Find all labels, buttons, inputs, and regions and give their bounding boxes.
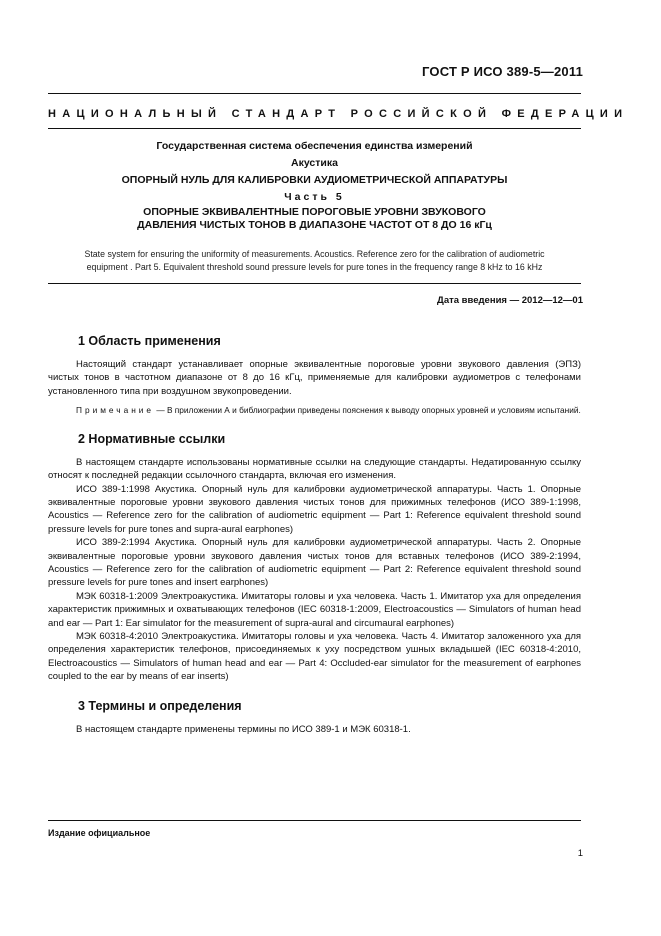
header-divider <box>48 93 581 94</box>
introduction-date: Дата введения — 2012—12—01 <box>437 295 583 306</box>
title-part: Часть 5 <box>284 191 345 203</box>
note-label: Примечание <box>76 405 155 416</box>
section-2-intro: В настоящем стандарте использованы нормативные ссылки на следующие стандарты. Недатированную ссылку относят к последней редакции ссылочного стандарта, включая его изменения. <box>48 456 581 482</box>
section-1-paragraph: Настоящий стандарт устанавливает опорные эквивалентные пороговые уровни звукового давления (ЭПЗ) чистых тонов в частотном диапазоне от 8 до 16 кГц, применяемые для калибровки аудиометров с телефонами установленного типа при воздушном звукопроведении. <box>48 359 581 397</box>
title-main: ОПОРНЫЙ НУЛЬ ДЛЯ КАЛИБРОВКИ АУДИОМЕТРИЧЕСКОЙ АППАРАТУРЫ <box>121 174 508 186</box>
reference-iec-60318-1: МЭК 60318-1:2009 Электроакустика. Имитаторы головы и уха человека. Часть 1. Имитатор уха для определения характеристик прижимных и охватывающих телефонов (IEC 60318-1:2009, Electroacoustics — Simulators of human head and ear — Part 1: Ear simulator for the measurement of supra-aural and circumaural earphones) <box>48 590 581 629</box>
note-text: — В приложении А и библиографии приведены пояснения к выводу опорных уровней и условиям испытаний. <box>154 405 581 416</box>
title-subject: Акустика <box>291 157 338 169</box>
title-divider <box>48 128 581 129</box>
page-number: 1 <box>577 848 583 859</box>
title-subtitle-line2: ДАВЛЕНИЯ ЧИСТЫХ ТОНОВ В ДИАПАЗОНЕ ЧАСТОТ ОТ 8 ДО 16 кГц <box>137 219 492 231</box>
document-body <box>48 332 581 736</box>
national-standard-heading: НАЦИОНАЛЬНЫЙ СТАНДАРТ РОССИЙСКОЙ ФЕДЕРАЦИИ <box>48 108 629 120</box>
reference-iec-60318-4: МЭК 60318-4:2010 Электроакустика. Имитаторы головы и уха человека. Часть 4. Имитатор заложенного уха для определения характеристик телефонов, присоединяемых к уху посредством ушных вкладышей (IEC 60318-4:2010, Electroacoustics — Simulators of human head and ear — Part 4: Occluded-ear simulator for the measurement of earphones coupled to the ear by means of ear inserts) <box>48 631 581 683</box>
title-system: Государственная система обеспечения единства измерений <box>156 140 473 152</box>
english-title-line1: State system for ensuring the uniformity of measurements. Acoustics. Reference zero for the calibration of audiometric <box>84 249 545 259</box>
section-3-heading: 3 Термины и определения <box>78 698 242 713</box>
document-code: ГОСТ Р ИСО 389-5—2011 <box>422 64 583 79</box>
section-1-note <box>48 404 581 417</box>
english-title-divider <box>48 283 581 284</box>
reference-iso-389-1: ИСО 389-1:1998 Акустика. Опорный нуль для калибровки аудиометрической аппаратуры. Часть 1. Опорные эквивалентные пороговые уровни звукового давления чистых тонов для прижимных телефонов (ИСО 389-1:1998, Acoustics — Reference zero for the calibration of audiometric equipment — Part 1: Reference equivalent threshold sound pressure levels for pure tones and supra-aural earphones) <box>48 483 581 535</box>
reference-iso-389-2: ИСО 389-2:1994 Акустика. Опорный нуль для калибровки аудиометрической аппаратуры. Часть 2. Опорные эквивалентные пороговые уровни звукового давления чистых тонов для вставных телефонов (ИСО 389-2:1994, Acoustics — Reference zero for the calibration of audiometric equipment — Part 2: Reference equivalent threshold sound pressure levels for pure tones and insert earphones) <box>48 537 581 589</box>
english-title-line2: equipment . Part 5. Equivalent threshold sound pressure levels for pure tones in the frequency range 8 kHz to 16 kHz <box>86 262 543 272</box>
title-subtitle-line1: ОПОРНЫЕ ЭКВИВАЛЕНТНЫЕ ПОРОГОВЫЕ УРОВНИ ЗВУКОВОГО <box>143 206 486 218</box>
section-3-paragraph: В настоящем стандарте применены термины по ИСО 389-1 и МЭК 60318-1. <box>76 723 411 735</box>
section-2-heading: 2 Нормативные ссылки <box>78 431 226 446</box>
title-block <box>48 138 581 232</box>
official-edition-label: Издание официальное <box>48 828 151 838</box>
english-title <box>48 248 581 274</box>
footer-divider <box>48 820 581 821</box>
section-1-heading: 1 Область применения <box>78 334 221 348</box>
